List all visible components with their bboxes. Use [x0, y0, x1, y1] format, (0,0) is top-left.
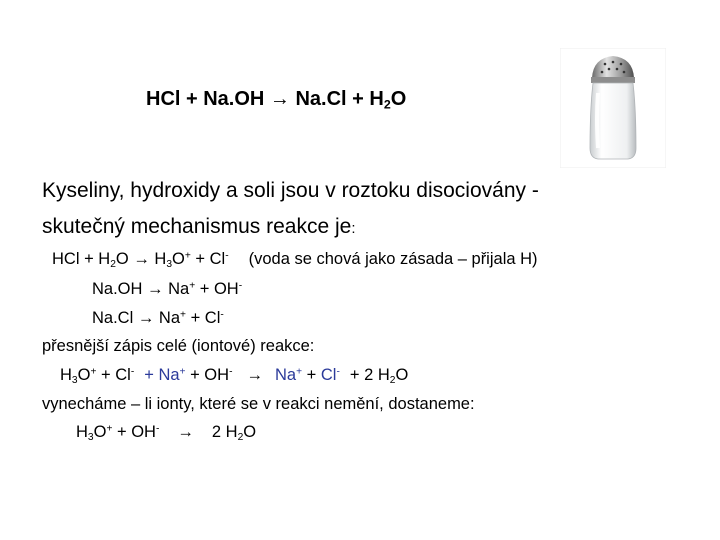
intro-colon: : [351, 220, 356, 237]
eq-part: O [243, 423, 257, 441]
eq-part: + Cl [190, 250, 226, 268]
eq-superscript: + [296, 366, 303, 378]
eq-superscript: - [336, 366, 340, 378]
salt-shaker-icon [560, 48, 666, 168]
eq-subscript: 3 [87, 431, 94, 443]
title-part: HCl + Na.OH → Na.Cl + H [146, 88, 384, 110]
eq-superscript: + [179, 366, 186, 378]
eq-part: Na.OH → Na [92, 280, 190, 298]
eq-part: H [76, 423, 88, 441]
intro-text: skutečný mechanismus reakce je [42, 215, 352, 238]
net-ionic-label: vynecháme – li ionty, které se v reakci nemění, dostaneme: [42, 395, 475, 413]
title-equation [146, 88, 406, 111]
equation-nacl [92, 309, 224, 328]
eq-part: O → H [115, 250, 167, 268]
eq-superscript: - [155, 423, 160, 435]
eq-superscript: + [189, 280, 196, 292]
eq-subscript: 2 [110, 258, 116, 270]
eq-part: + OH [195, 280, 239, 298]
eq-part: + OH [185, 366, 230, 384]
eq-part: + OH [112, 423, 156, 441]
eq-superscript: - [229, 366, 233, 378]
eq-part: O [172, 250, 185, 268]
eq-part: + Cl [96, 366, 131, 384]
intro-line-1: Kyseliny, hydroxidy a soli jsou v roztoku disociovány - [42, 179, 539, 202]
equation-full-ionic [60, 366, 408, 385]
eq-part: + Cl [186, 309, 221, 327]
eq-part: 2 H [211, 423, 238, 441]
eq-spectator-ion: + Na [144, 366, 180, 384]
eq-superscript: - [220, 309, 224, 321]
eq-part: + [302, 366, 321, 384]
title-subscript: 2 [383, 97, 391, 112]
reaction-arrow: → [246, 366, 263, 384]
eq-subscript: 2 [237, 431, 244, 443]
eq-part: O [395, 366, 409, 384]
equation-net-ionic [76, 423, 256, 442]
eq-part: Na.Cl → Na [92, 309, 181, 327]
eq-part: + 2 H [349, 366, 390, 384]
eq-superscript: + [106, 423, 113, 435]
eq-superscript: - [130, 366, 135, 378]
eq-spectator-ion: Na [274, 366, 297, 384]
eq-subscript: 3 [71, 374, 78, 386]
eq-part: O [93, 423, 107, 441]
eq-subscript: 3 [166, 258, 173, 270]
eq-part: H [60, 366, 72, 384]
equation-naoh [92, 280, 242, 299]
eq-superscript: - [238, 280, 243, 292]
eq-spectator-ion: Cl [320, 366, 337, 384]
eq-superscript: - [225, 250, 229, 262]
intro-line-2 [42, 212, 355, 244]
eq-subscript: 2 [389, 374, 396, 386]
equation-note: (voda se chová jako zásada – přijala H) [248, 250, 538, 268]
eq-superscript: + [180, 309, 186, 321]
eq-part: O [77, 366, 91, 384]
equation-hcl-water [52, 250, 538, 269]
reaction-arrow: → [177, 423, 194, 441]
title-part: O [390, 88, 407, 110]
eq-superscript: + [184, 250, 191, 262]
eq-part: HCl + H [52, 250, 111, 268]
eq-superscript: + [90, 366, 97, 378]
ionic-reaction-label: přesnější zápis celé (iontové) reakce: [42, 337, 315, 355]
